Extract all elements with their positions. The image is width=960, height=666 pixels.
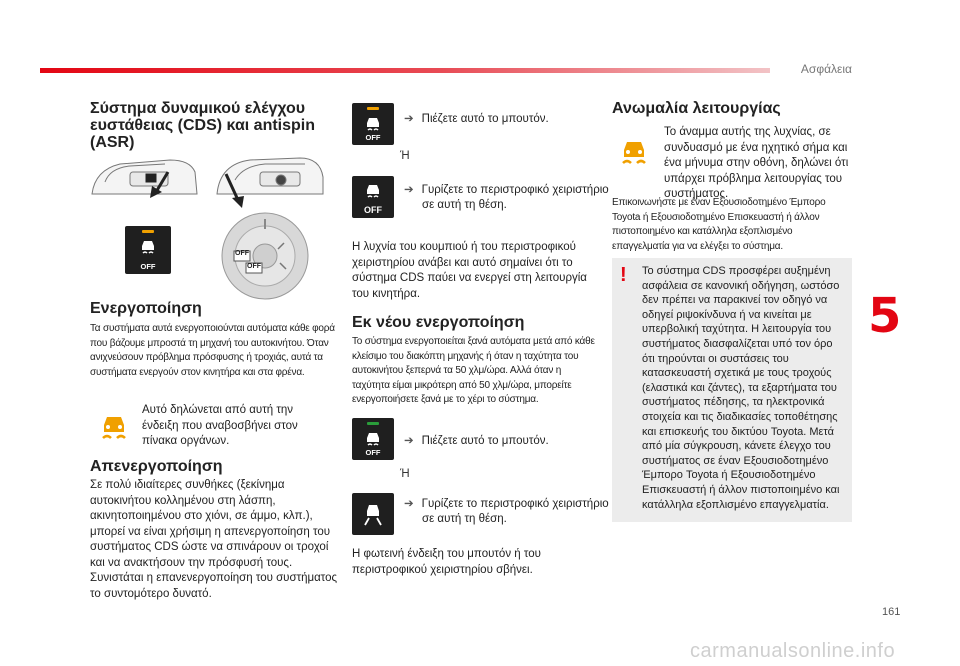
section-title-cds: Σύστημα δυναμικού ελέγχου ευστάθειας (CDS) και antispin (ASR) xyxy=(90,100,316,151)
activation-title: Ενεργοποίηση xyxy=(90,300,202,317)
skid-warning-icon xyxy=(617,135,651,169)
malfunction-text: Το άναμμα αυτής της λυχνίας, σε συνδυασμό με ένα ηχητικό σήμα και ένα μήνυμα στην οθόνη, δηλώνει ότι υπάρχει πρόβλημα λειτουργίας του συστήματος. xyxy=(664,126,849,200)
safety-note xyxy=(612,258,852,522)
off-label: OFF xyxy=(140,262,156,271)
dial-off-label-1: OFF xyxy=(235,250,249,257)
skid-warning-icon xyxy=(97,410,131,444)
rotary-dial-icon xyxy=(220,211,310,301)
safety-note-text: Το σύστημα CDS προσφέρει αυξημένη ασφάλεια σε κανονική οδήγηση, ωστόσο δεν πρέπει να παρακινεί τον οδηγό να οδηγεί ριψοκίνδυνα ή να κινείται με υπερβολική ταχύτητα. Η λειτουργία του συστήματος διασφαλίζεται υπό τον όρο ότι τηρούνται οι συστάσεις του κατασκευαστή σχετικά με τους τροχούς (ελαστικά και ζάντες), τα εξαρτήματα του συστήματος πέδησης, τα ηλεκτρονικά στοιχεία και τις διαδικασίες τοποθέτησης και επισκευής του δικτύου Toyota. Μετά από μία σύγκρουση, κάνετε έλεγχο του συστήματος σε έναν Εξουσιοδοτημένο Έμπορο Toyota ή Εξουσιοδοτημένο Επισκευαστή ή άλλον πιστοποιημένο και κατάλληλα εξοπλισμένο επαγγελματία. xyxy=(642,265,840,511)
arrow-icon: ➔ xyxy=(404,435,414,447)
press-button-text: Πιέζετε αυτό το μπουτόν. xyxy=(421,435,549,447)
turn-wheel-text: Γυρίζετε το περιστροφικό χειριστήριο σε αυτή τη θέση. xyxy=(421,184,609,211)
turn-wheel-text: Γυρίζετε το περιστροφικό χειριστήριο σε αυτή τη θέση. xyxy=(421,498,609,525)
skid-car-icon xyxy=(363,430,383,448)
or-label-1: Ή xyxy=(400,150,410,162)
skid-car-icon xyxy=(363,182,383,200)
off-label: OFF xyxy=(365,133,381,142)
turn-wheel-row-2 xyxy=(404,497,612,527)
chapter-number: 5 xyxy=(868,288,902,344)
deactivation-text: Σε πολύ ιδιαίτερες συνθήκες (ξεκίνημα αυτοκινήτου κολλημένου στη λάσπη, ακινητοποιημένου στο χιόνι, σε άμμο, κλπ.), μπορεί να είναι χρήσιμη η απενεργοποίηση του συστήματος CDS ώστε να σπινάρουν οι τροχοί και να ανακτήσουν την πρόσφυσή τους. Συνιστάται η επανενεργοποίηση του συστήματος το συντομότερο δυνατό. xyxy=(90,479,338,600)
exclamation-icon: ! xyxy=(620,264,627,286)
arrow-icon: ➔ xyxy=(404,113,414,125)
lamp-text: Η λυχνία του κουμπιού ή του περιστροφικού χειριστηρίου ανάβει και αυτό σημαίνει ότι το σύστημα CDS παύει να ενεργεί στη λειτουργία του κινητήρα. xyxy=(352,241,587,300)
skid-car-icon xyxy=(363,115,383,133)
contact-text: Επικοινωνήστε με έναν Εξουσιοδοτημένο Έμπορο Toyota ή Εξουσιοδοτημένο Επισκευαστή ή άλλον πιστοποιημένο και κατάλληλα εξοπλισμένο επαγγελματία για να ελέγξει το σύστημα. xyxy=(612,197,826,252)
dial-off-position-icon-1 xyxy=(352,176,394,218)
indicator-text: Αυτό δηλώνεται από αυτή την ένδειξη που αναβοσβήνει στον πίνακα οργάνων. xyxy=(142,404,298,447)
off-label: OFF xyxy=(364,205,382,215)
press-button-text: Πιέζετε αυτό το μπουτόν. xyxy=(421,113,549,125)
pointer-arrows xyxy=(138,170,278,210)
reactivation-text: Το σύστημα ενεργοποιείται ξανά αυτόματα μετά από κάθε κλείσιμο του διακόπτη μηχανής ή όταν η ταχύτητα του αυτοκινήτου ξεπερνά τα 50 χλμ/ώρα. Αλλά όταν η ταχύτητα είμαι μικρότερη από 50 χλμ/ώρα, μπορείτε ενεργοποιήσετε ξανά με το χέρι το σύστημα. xyxy=(352,336,595,405)
reactivation-title: Εκ νέου ενεργοποίηση xyxy=(352,314,525,331)
or-label-2: Ή xyxy=(400,468,410,480)
watermark: carmanualsonline.info xyxy=(690,640,896,662)
header-bar xyxy=(40,68,770,73)
dial-off-label-2: OFF xyxy=(247,263,261,270)
arrow-icon: ➔ xyxy=(404,498,414,510)
malfunction-title: Ανωμαλία λειτουργίας xyxy=(612,100,781,117)
activation-text: Τα συστήματα αυτά ενεργοποιούνται αυτόματα κάθε φορά που βάζουμε μπροστά τη μηχανή του αυτοκινήτου. Όταν ανιχνεύσουν πρόβλημα πρόσφυσης ή τροχιάς, αυτά τα συστήματα ενεργούν στον κινητήρα και στα φρένα. xyxy=(90,323,335,378)
section-name: Ασφάλεια xyxy=(800,62,852,76)
skid-car-icon xyxy=(138,237,158,257)
off-label: OFF xyxy=(365,448,381,457)
light-off-text: Η φωτεινή ένδειξη του μπουτόν ή του περιστροφικού χειριστηρίου σβήνει. xyxy=(352,548,541,576)
page-number: 161 xyxy=(882,606,901,618)
arrow-icon: ➔ xyxy=(404,184,414,196)
dial-normal-position-icon xyxy=(352,493,394,535)
turn-wheel-row-1 xyxy=(404,183,612,213)
press-button-row-2 xyxy=(404,434,594,449)
press-button-row-1 xyxy=(404,112,594,127)
off-button-icon-1 xyxy=(352,103,394,145)
deactivation-title: Απενεργοποίηση xyxy=(90,458,223,475)
road-car-icon xyxy=(361,501,385,527)
cds-off-button-icon xyxy=(125,226,171,274)
off-button-icon-2 xyxy=(352,418,394,460)
